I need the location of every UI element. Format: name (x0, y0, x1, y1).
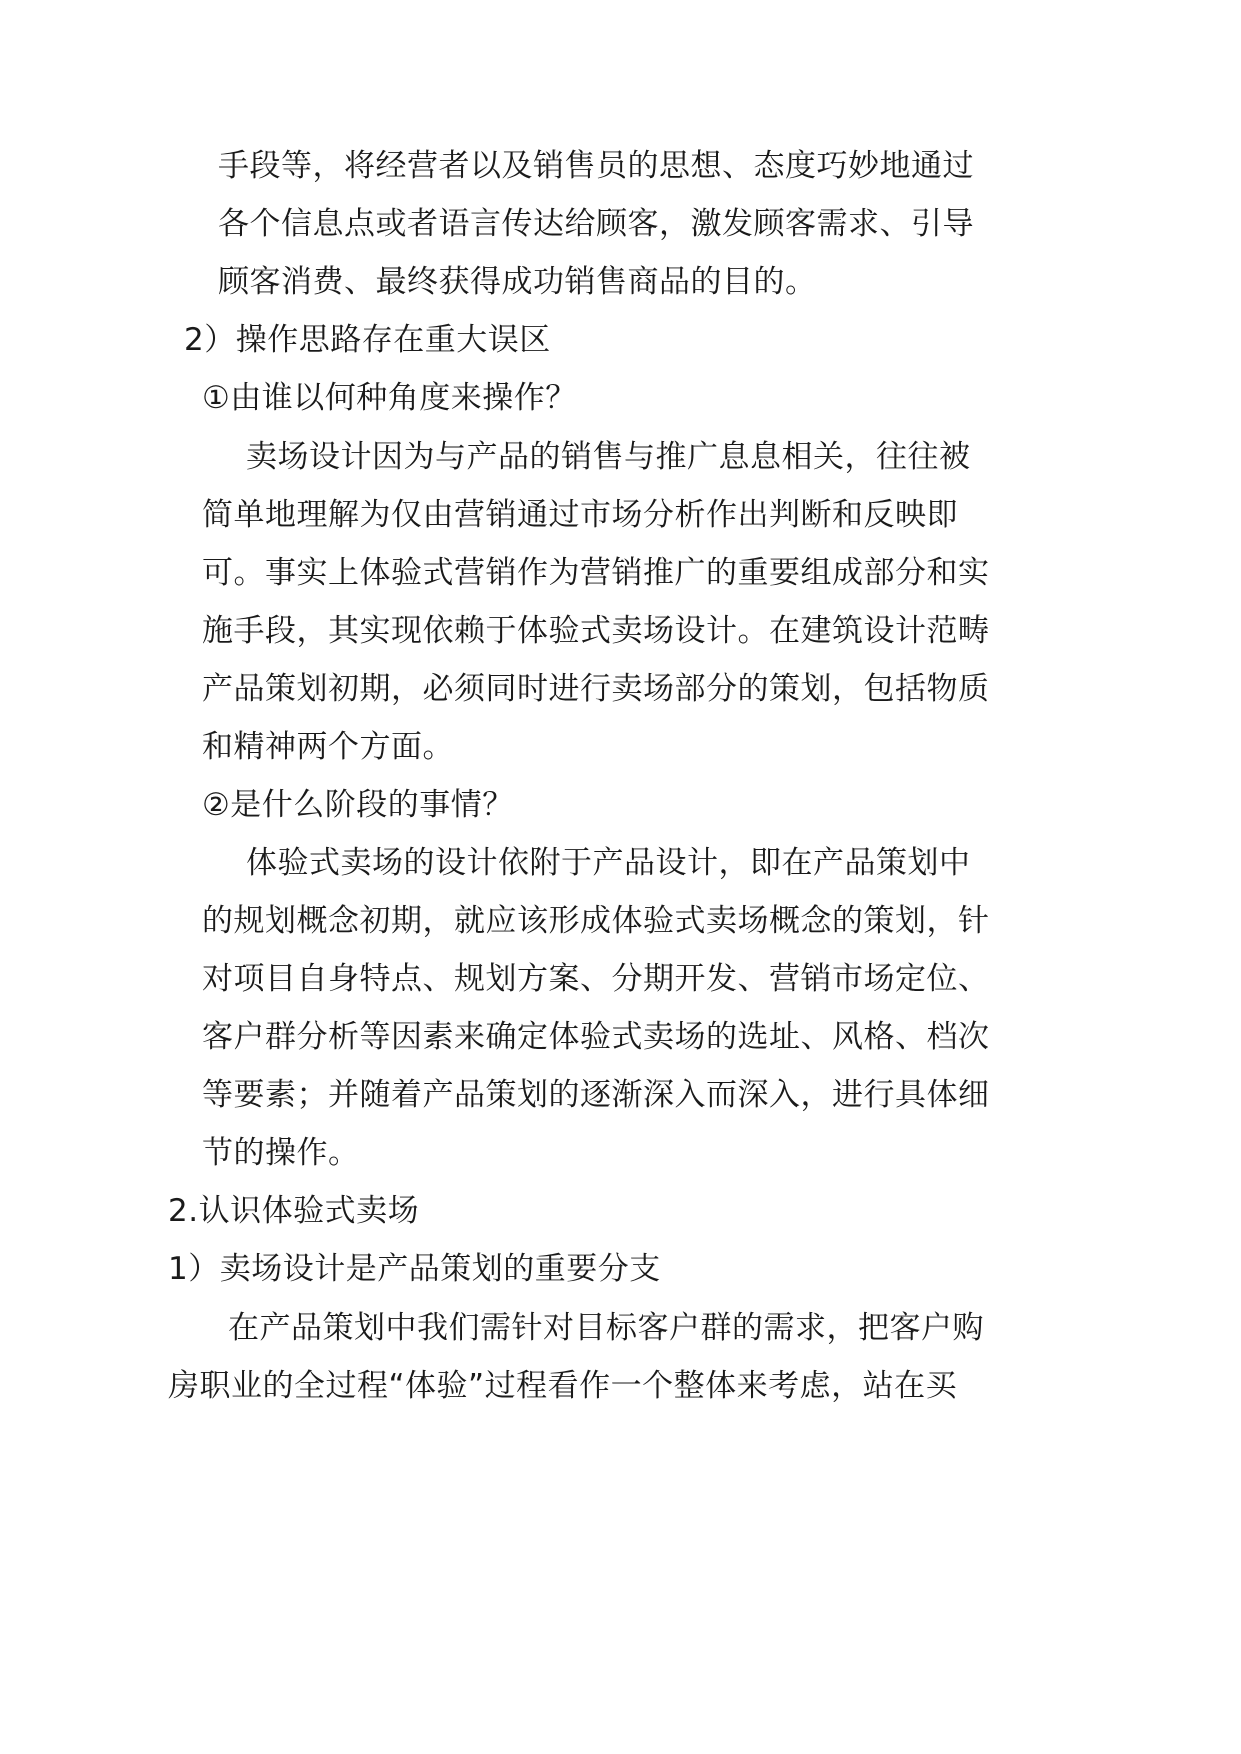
text-line: 在产品策划中我们需针对目标客户群的需求，把客户购 (228, 1310, 984, 1346)
question-heading: ②是什么阶段的事情？ (202, 787, 514, 823)
text-line: 节的操作。 (202, 1135, 360, 1171)
text-line: 可。事实上体验式营销作为营销推广的重要组成部分和实 (202, 555, 990, 591)
text-line: 的规划概念初期，就应该形成体验式卖场概念的策划，针 (202, 903, 990, 939)
text-line: 和精神两个方面。 (202, 729, 454, 765)
text-line: 简单地理解为仅由营销通过市场分析作出判断和反映即 (202, 497, 958, 533)
text-line: 各个信息点或者语言传达给顾客，激发顾客需求、引导 (218, 206, 974, 242)
text-line: 等要素；并随着产品策划的逐渐深入而深入，进行具体细 (202, 1077, 990, 1113)
section-heading: 2.认识体验式卖场 (168, 1193, 420, 1229)
section-heading: 2）操作思路存在重大误区 (184, 322, 551, 358)
text-line: 对项目自身特点、规划方案、分期开发、营销市场定位、 (202, 961, 990, 997)
text-line: 施手段，其实现依赖于体验式卖场设计。在建筑设计范畴 (202, 613, 990, 649)
text-line: 房职业的全过程“体验”过程看作一个整体来考虑，站在买 (168, 1368, 958, 1404)
text-line: 客户群分析等因素来确定体验式卖场的选址、风格、档次 (202, 1019, 990, 1055)
text-line: 产品策划初期，必须同时进行卖场部分的策划，包括物质 (202, 671, 990, 707)
text-line: 体验式卖场的设计依附于产品设计，即在产品策划中 (246, 845, 971, 881)
text-line: 卖场设计因为与产品的销售与推广息息相关，往往被 (246, 439, 971, 475)
text-line: 顾客消费、最终获得成功销售商品的目的。 (218, 264, 817, 300)
section-heading: 1）卖场设计是产品策划的重要分支 (168, 1251, 661, 1287)
question-heading: ①由谁以何种角度来操作？ (202, 380, 577, 416)
text-line: 手段等，将经营者以及销售员的思想、态度巧妙地通过 (218, 148, 974, 184)
